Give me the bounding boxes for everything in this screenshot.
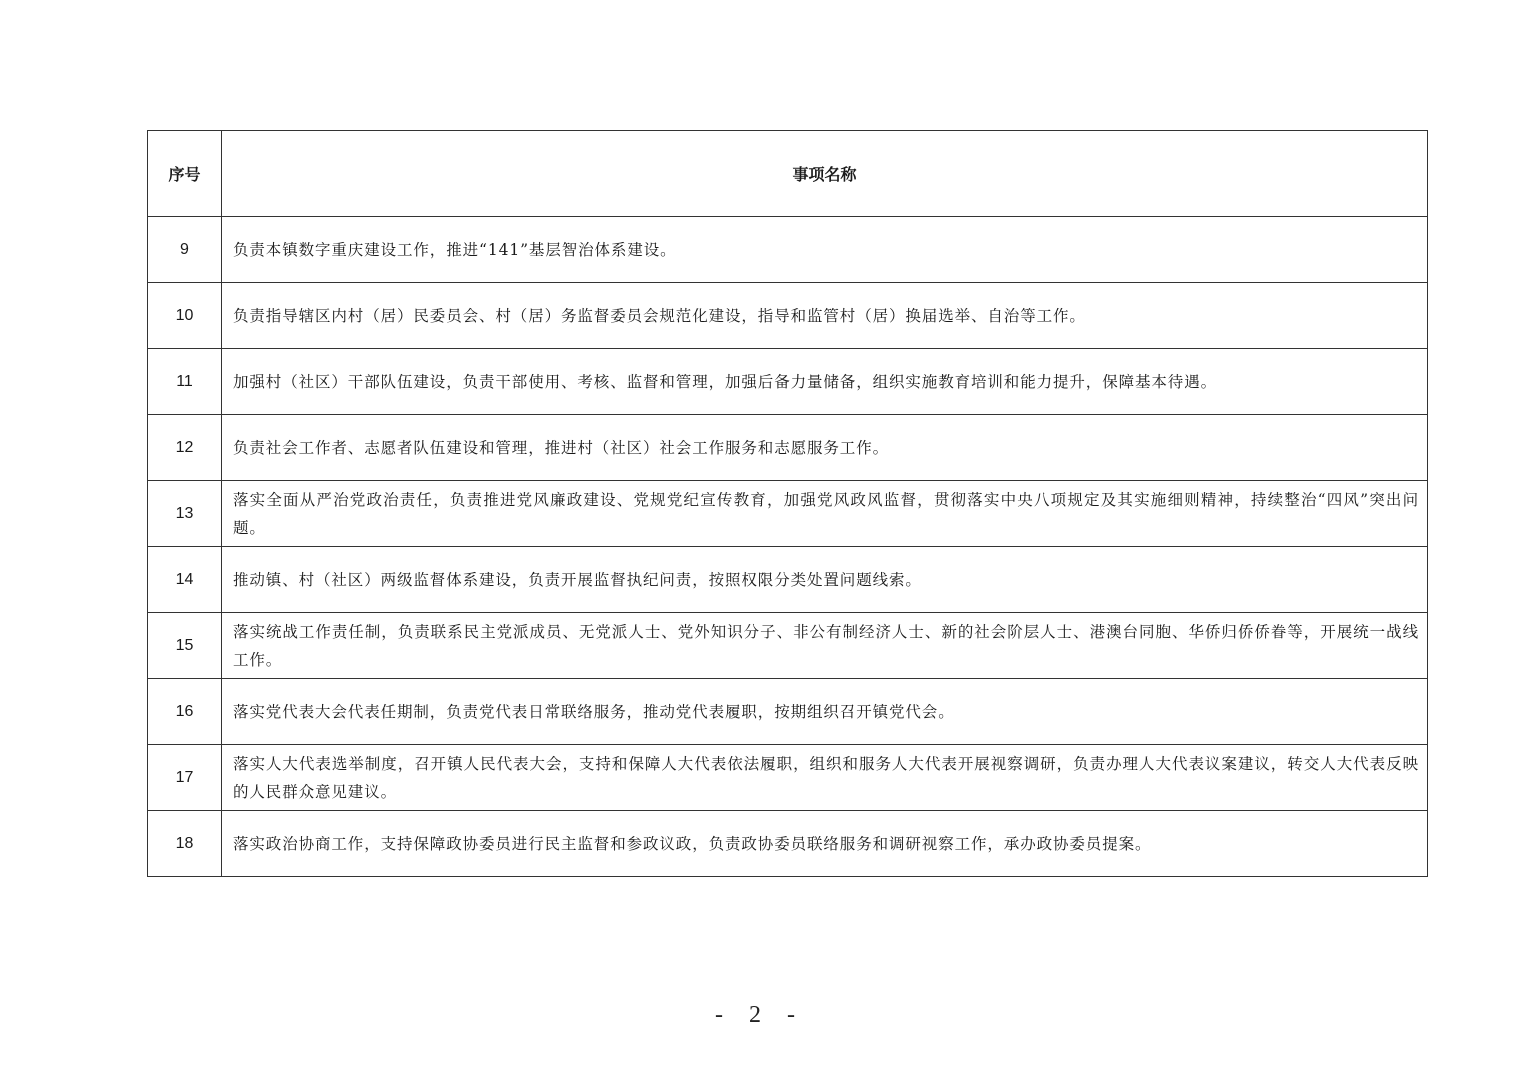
row-text: 加强村（社区）干部队伍建设，负责干部使用、考核、监督和管理，加强后备力量储备，组织实施教育培训和能力提升，保障基本待遇。 <box>222 349 1428 415</box>
row-text: 负责社会工作者、志愿者队伍建设和管理，推进村（社区）社会工作服务和志愿服务工作。 <box>222 415 1428 481</box>
row-text: 落实全面从严治党政治责任，负责推进党风廉政建设、党规党纪宣传教育，加强党风政风监督，贯彻落实中央八项规定及其实施细则精神，持续整治“四风”突出问题。 <box>222 481 1428 547</box>
row-number: 18 <box>148 811 222 877</box>
row-number: 17 <box>148 745 222 811</box>
table-body <box>148 217 1428 877</box>
row-text: 落实统战工作责任制，负责联系民主党派成员、无党派人士、党外知识分子、非公有制经济人士、新的社会阶层人士、港澳台同胞、华侨归侨侨眷等，开展统一战线工作。 <box>222 613 1428 679</box>
table-row <box>148 679 1428 745</box>
row-text: 落实政治协商工作，支持保障政协委员进行民主监督和参政议政，负责政协委员联络服务和调研视察工作，承办政协委员提案。 <box>222 811 1428 877</box>
table-row <box>148 217 1428 283</box>
table-row <box>148 349 1428 415</box>
row-text: 推动镇、村（社区）两级监督体系建设，负责开展监督执纪问责，按照权限分类处置问题线索。 <box>222 547 1428 613</box>
row-number: 13 <box>148 481 222 547</box>
table-row <box>148 745 1428 811</box>
header-name: 事项名称 <box>222 131 1428 217</box>
table-row <box>148 481 1428 547</box>
table-row <box>148 811 1428 877</box>
table-row <box>148 283 1428 349</box>
header-number: 序号 <box>148 131 222 217</box>
table-row <box>148 613 1428 679</box>
row-text: 落实党代表大会代表任期制，负责党代表日常联络服务，推动党代表履职，按期组织召开镇党代会。 <box>222 679 1428 745</box>
row-number: 16 <box>148 679 222 745</box>
table-header <box>148 131 1428 217</box>
row-text: 负责本镇数字重庆建设工作，推进“141”基层智治体系建设。 <box>222 217 1428 283</box>
row-text: 负责指导辖区内村（居）民委员会、村（居）务监督委员会规范化建设，指导和监管村（居）换届选举、自治等工作。 <box>222 283 1428 349</box>
row-number: 9 <box>148 217 222 283</box>
row-number: 11 <box>148 349 222 415</box>
matters-table <box>147 130 1428 877</box>
row-number: 15 <box>148 613 222 679</box>
header-row <box>148 131 1428 217</box>
row-number: 12 <box>148 415 222 481</box>
row-number: 10 <box>148 283 222 349</box>
table-row <box>148 547 1428 613</box>
page-number: - 2 - <box>715 1002 805 1028</box>
row-text: 落实人大代表选举制度，召开镇人民代表大会，支持和保障人大代表依法履职，组织和服务人大代表开展视察调研，负责办理人大代表议案建议，转交人大代表反映的人民群众意见建议。 <box>222 745 1428 811</box>
table-row <box>148 415 1428 481</box>
row-number: 14 <box>148 547 222 613</box>
